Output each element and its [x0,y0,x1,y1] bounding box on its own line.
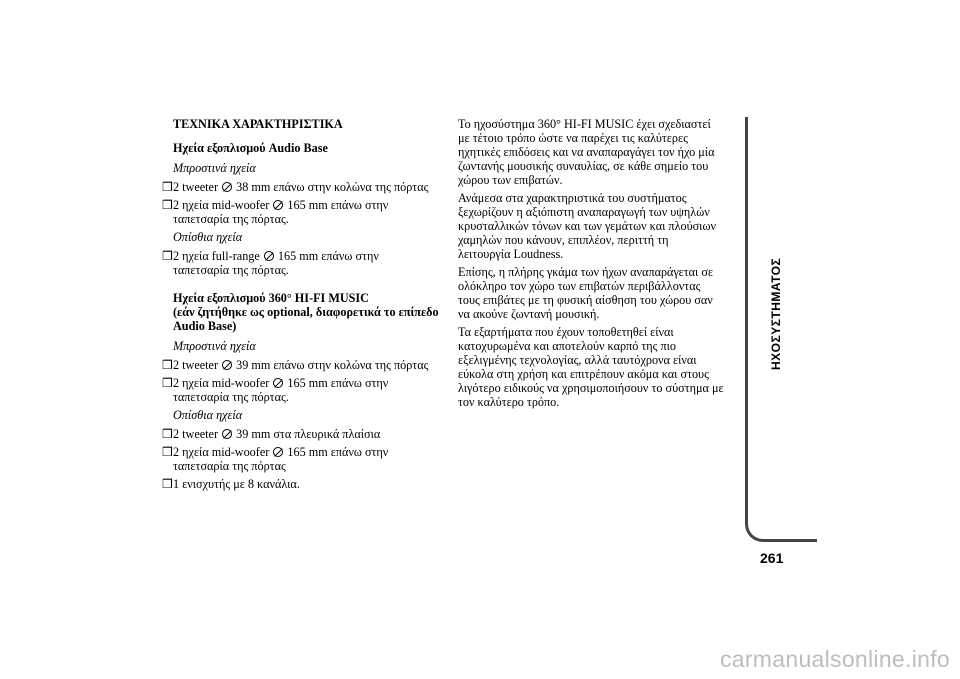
front-speakers-label: Μπροστινά ηχεία [173,161,256,175]
list-item: ❒ 2 ηχεία mid-woofer 165 mm επάνω στην ταπετσαρία της πόρτας. [162,376,389,404]
diameter-icon [273,200,283,210]
rear-speakers-label: Οπίσθια ηχεία [173,408,243,422]
rear-speakers-label: Οπίσθια ηχεία [173,230,243,244]
diameter-icon [264,251,274,261]
diameter-icon [273,447,283,457]
bullet-icon: ❒ [162,427,173,441]
audio-base-title: Ηχεία εξοπλισμού Audio Base [173,141,328,155]
bullet-icon: ❒ [162,376,173,390]
bullet-icon: ❒ [162,445,173,459]
hifi-title: Ηχεία εξοπλισμού 360° HI-FI MUSIC (εάν ζητήθηκε ως optional, διαφορετικά το επίπεδο Audio Base) [173,291,439,333]
bullet-icon: ❒ [162,249,173,263]
list-item: ❒ 2 tweeter 39 mm στα πλευρικά πλαίσια [162,427,381,441]
paragraph: Ανάμεσα στα χαρακτηριστικά του συστήματος ξεχωρίζουν η αξιόπιστη αναπαραγωγή των υψηλών κρυσταλλικών τόνων και των γεμάτων και πλούσιων χαμηλών που κάνουν, επιπλέον, περιττή τη λειτουργία Loudness. [458,191,716,261]
diameter-icon [222,429,232,439]
bullet-icon: ❒ [162,180,173,194]
list-item: ❒ 2 tweeter 39 mm επάνω στην κολώνα της πόρτας [162,358,429,372]
paragraph: Επίσης, η πλήρης γκάμα των ήχων αναπαράγεται σε ολόκληρο τον χώρο των επιβατών περιβάλλοντας τους επιβάτες με τη φυσική αίσθηση του χώρου σαν να ακούνε ζωντανή μουσική. [458,265,714,321]
watermark: carmanualsonline.info [719,646,950,672]
list-item: ❒ 1 ενισχυτής με 8 κανάλια. [162,477,300,491]
list-item: ❒ 2 tweeter 38 mm επάνω στην κολώνα της πόρτας [162,180,429,194]
list-item: ❒ 2 ηχεία full-range 165 mm επάνω στην ταπετσαρία της πόρτας. [162,249,379,277]
paragraph: Τα εξαρτήματα που έχουν τοποθετηθεί είναι κατοχυρωμένα και αποτελούν καρπό της πιο εξελιγμένης τεχνολογίας, αλλά ταυτόχρονα είναι εύκολα στη χρήση και επιτρέπουν ακόμα και στους λιγότερο ειδικούς να χρησιμοποιήσουν το σύστημα με τον καλύτερο τρόπο. [458,325,724,409]
bullet-icon: ❒ [162,198,173,212]
chapter-tab-label: ΗΧΟΣΥΣΤΗΜΑΤΟΣ [769,257,783,370]
list-item: ❒ 2 ηχεία mid-woofer 165 mm επάνω στην ταπετσαρία της πόρτας [162,445,389,473]
diameter-icon [273,378,283,388]
bullet-icon: ❒ [162,358,173,372]
page-number: 261 [760,550,784,566]
left-column [162,117,443,495]
paragraph: Το ηχοσύστημα 360° HI-FI MUSIC έχει σχεδιαστεί με τέτοιο τρόπο ώστε να παρέχει τις καλύτερες ηχητικές επιδόσεις και να αναπαραγάγει τον ήχο μία ζωντανής μουσικής συναυλίας, σε κάθε σημείο του χώρου των επιβατών. [458,117,715,187]
front-speakers-label: Μπροστινά ηχεία [173,339,256,353]
diameter-icon [222,360,232,370]
bullet-icon: ❒ [162,477,173,491]
list-item: ❒ 2 ηχεία mid-woofer 165 mm επάνω στην ταπετσαρία της πόρτας. [162,198,389,226]
diameter-icon [222,182,232,192]
section-heading: ΤΕΧΝΙΚΑ ΧΑΡΑΚΤΗΡΙΣΤΙΚΑ [173,117,343,131]
right-column [458,117,738,413]
